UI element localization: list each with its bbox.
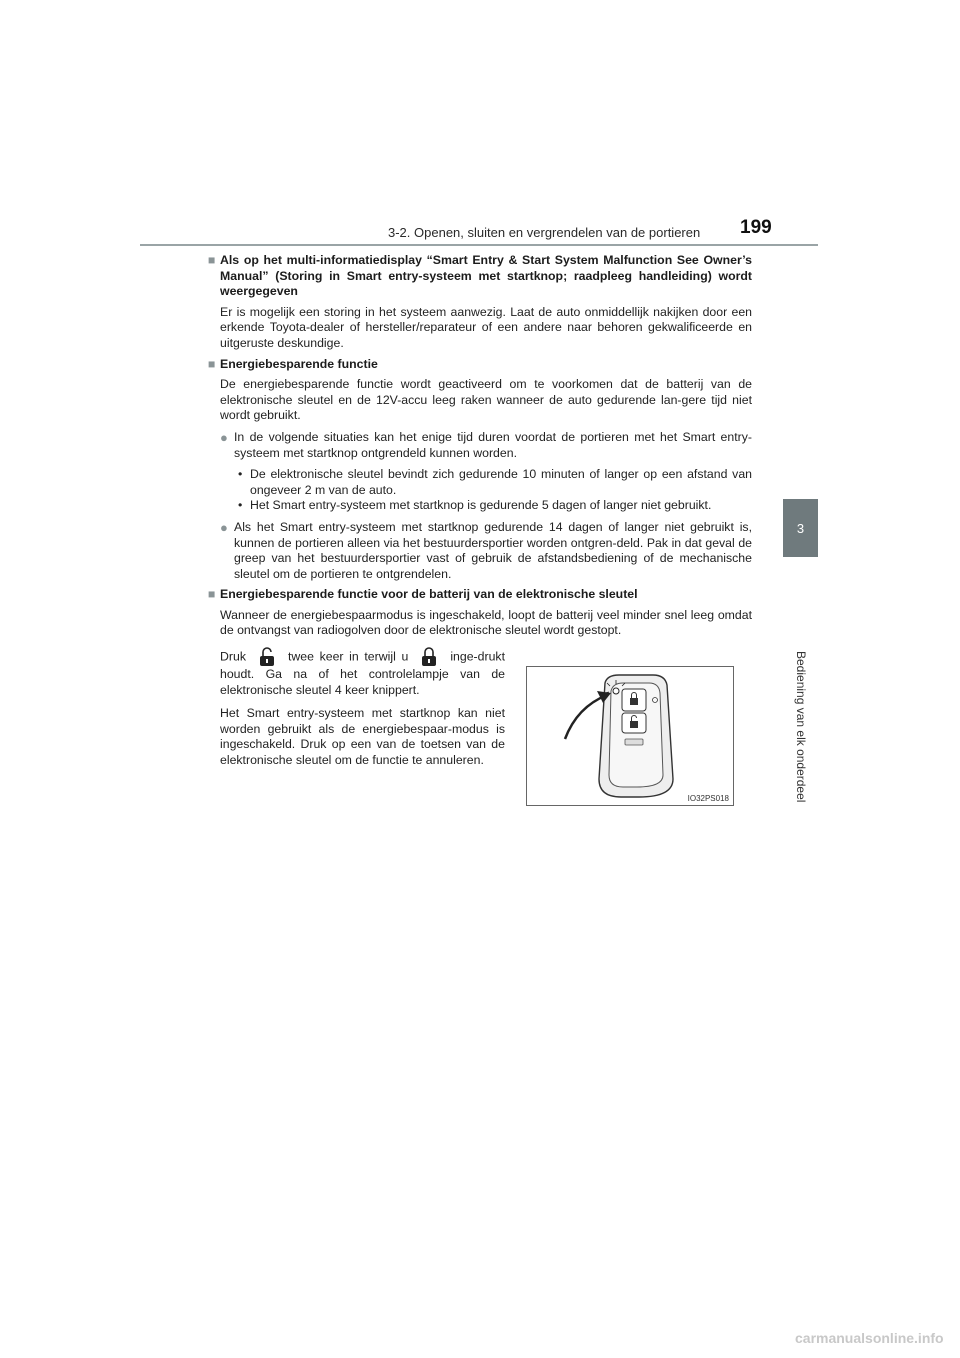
header-section-title: 3-2. Openen, sluiten en vergrendelen van de portieren [388,225,701,240]
sub-bullet-item [238,467,752,498]
paragraph-energy-saving: De energiebesparende functie wordt geactiveerd om te voorkomen dat de batterij van de elektronische sleutel en de 12V-accu leeg raken wanneer de auto gedurende lan-gere tijd niet wordt gebruikt. [220,377,752,423]
indicator-lamp [613,688,619,694]
dot-bullet-icon: ● [220,429,228,445]
sub-bullet-text: De elektronische sleutel bevindt zich gedurende 10 minuten of langer op een afstand van ongeveer 2 m van de auto. [250,467,752,497]
sub-bullet-item [238,498,752,514]
square-bullet-icon: ■ [208,253,216,267]
arrow [565,695,607,739]
lock-icon [418,647,440,667]
paragraph-cancel-mode: Het Smart entry-systeem met startknop kan niet worden gebruikt als de energiebespaar-modus is ingeschakeld. Druk op een van de toetsen van de elektronische sleutel om de functie te annuleren. [220,706,505,768]
dot-item-delay [220,430,752,461]
paragraph-malfunction: Er is mogelijk een storing in het systeem aanwezig. Laat de auto onmiddellijk nakijken door een erkende Toyota-dealer of hersteller/reparateur of een andere naar behoren gekwalificeerde en uitgeruste deskundige. [220,304,752,350]
chapter-tab [783,499,818,557]
heading-text: Als op het multi-informatiedisplay “Smart Entry & Start System Malfunction See Owner’s Manual” (Storing in Smart entry-systeem met startknop; raadpleeg handleiding) wordt weergegeven [220,253,752,299]
paragraph-key-battery: Wanneer de energiebespaarmodus is ingeschakeld, loopt de batterij veel minder snel leeg omdat de ontvangst van radiogolven door de elektronische sleutel wordt gestopt. [220,607,752,638]
panic-button [625,739,643,745]
heading-malfunction [208,253,752,300]
key-fob-figure [526,666,734,806]
press-text-1: Druk [220,649,246,664]
watermark: carmanualsonline.info [795,1330,944,1346]
dot-item-text: In de volgende situaties kan het enige tijd duren voordat de portieren met het Smart entry-systeem met startknop ontgrendeld kunnen worden. [234,429,752,460]
key-fob-illustration [527,667,733,805]
chapter-number: 3 [796,520,805,536]
press-instruction [220,647,505,698]
square-bullet-icon: ■ [208,587,216,602]
unlock-button-icon [630,721,638,728]
sub-bullet-text: Het Smart entry-systeem met startknop is gedurende 5 dagen of langer niet gebruikt. [250,498,712,513]
dot-item-14-days [220,520,752,582]
heading-key-battery [208,587,752,603]
heading-text: Energiebesparende functie voor de batterij van de elektronische sleutel [220,587,638,602]
unlock-icon [256,647,278,667]
dot-bullet-icon: ● [220,519,228,535]
square-bullet-icon: ■ [208,356,216,371]
press-text-2: twee keer in terwijl u [287,649,409,664]
dot-item-text: Als het Smart entry-systeem met startknop gedurende 14 dagen of langer niet gebruikt is, kunnen de portieren alleen via het bestuurdersportier worden ontgren-deld. Pak in dat geval de greep van het bestuurdersportier vast of gebruik de afstandsbediening of de mechanische sleutel om de portieren te ontgrendelen. [234,519,752,581]
chapter-title: Bediening van elk onderdeel [794,651,808,803]
bullet-icon: • [238,498,243,513]
lock-button-icon [630,698,638,705]
sub-bullet-list [238,467,752,514]
page-number: 199 [740,217,772,238]
bullet-icon: • [238,467,243,482]
press-text-3: inge-drukt houdt. Ga na of het controlelampje van de elektronische sleutel 4 keer knippert. [220,649,505,697]
figure-code: IO32PS018 [687,794,729,803]
chapter-title-vertical [792,651,808,803]
header-rule [140,244,818,246]
heading-text: Energiebesparende functie [220,356,378,371]
heading-energy-saving [208,357,752,373]
instruction-text [220,647,505,777]
